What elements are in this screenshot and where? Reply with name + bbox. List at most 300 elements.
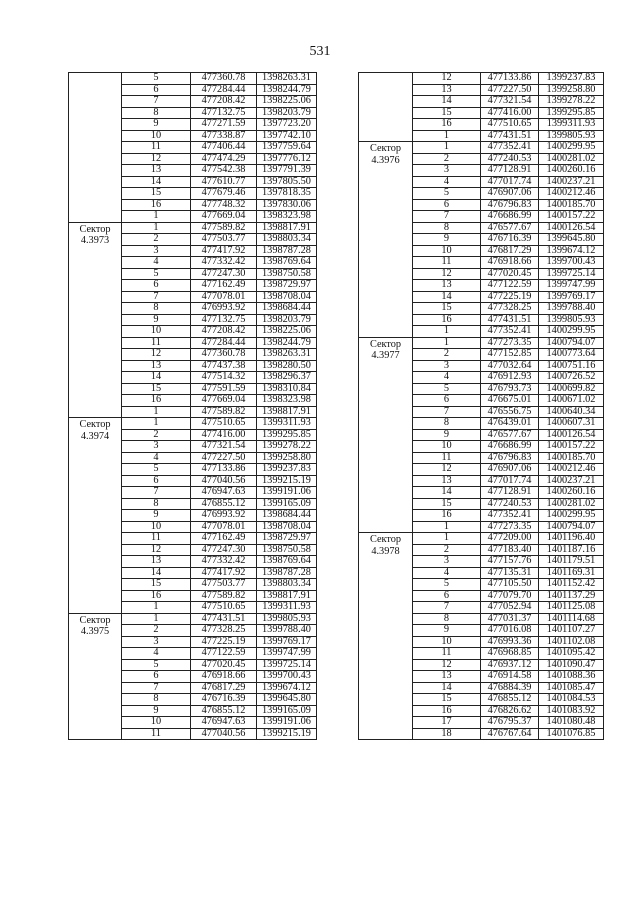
x-coordinate: 477157.76 (481, 556, 539, 568)
x-coordinate: 477431.51 (481, 130, 539, 142)
y-coordinate: 1398684.44 (257, 303, 317, 315)
point-number: 16 (413, 705, 481, 717)
x-coordinate: 477020.45 (481, 268, 539, 280)
x-coordinate: 477162.49 (191, 280, 257, 292)
point-number: 9 (122, 119, 191, 131)
x-coordinate: 477122.59 (191, 648, 257, 660)
y-coordinate: 1398263.31 (257, 349, 317, 361)
point-number: 3 (122, 636, 191, 648)
y-coordinate: 1400671.02 (539, 395, 604, 407)
point-number: 17 (413, 717, 481, 729)
y-coordinate: 1400640.34 (539, 406, 604, 418)
x-coordinate: 477105.50 (481, 579, 539, 591)
point-number: 11 (413, 648, 481, 660)
point-number: 18 (413, 728, 481, 740)
y-coordinate: 1399674.12 (257, 682, 317, 694)
x-coordinate: 476968.85 (481, 648, 539, 660)
y-coordinate: 1399747.99 (539, 280, 604, 292)
y-coordinate: 1401179.51 (539, 556, 604, 568)
point-number: 5 (413, 579, 481, 591)
x-coordinate: 477669.04 (191, 395, 257, 407)
point-number: 16 (122, 590, 191, 602)
y-coordinate: 1397791.39 (257, 165, 317, 177)
y-coordinate: 1400212.46 (539, 188, 604, 200)
y-coordinate: 1400212.46 (539, 464, 604, 476)
y-coordinate: 1401083.92 (539, 705, 604, 717)
point-number: 10 (122, 717, 191, 729)
x-coordinate: 477247.30 (191, 268, 257, 280)
y-coordinate: 1401090.47 (539, 659, 604, 671)
y-coordinate: 1398803.34 (257, 234, 317, 246)
y-coordinate: 1398750.58 (257, 544, 317, 556)
x-coordinate: 477032.64 (481, 360, 539, 372)
x-coordinate: 477132.75 (191, 314, 257, 326)
y-coordinate: 1400185.70 (539, 199, 604, 211)
table-row (69, 613, 317, 625)
y-coordinate: 1400126.54 (539, 429, 604, 441)
x-coordinate: 476918.66 (191, 671, 257, 683)
coordinates-table-left (68, 72, 317, 740)
point-number: 2 (122, 234, 191, 246)
point-number: 13 (122, 360, 191, 372)
point-number: 8 (413, 222, 481, 234)
x-coordinate: 476907.06 (481, 188, 539, 200)
y-coordinate: 1401085.47 (539, 682, 604, 694)
x-coordinate: 477133.86 (191, 464, 257, 476)
point-number: 3 (122, 245, 191, 257)
point-number: 3 (413, 165, 481, 177)
point-number: 12 (122, 153, 191, 165)
point-number: 11 (122, 533, 191, 545)
x-coordinate: 476884.39 (481, 682, 539, 694)
point-number: 16 (413, 119, 481, 131)
point-number: 5 (413, 383, 481, 395)
point-number: 5 (413, 188, 481, 200)
sector-word: Сектор (79, 223, 111, 235)
x-coordinate: 477669.04 (191, 211, 257, 223)
y-coordinate: 1400299.95 (539, 142, 604, 154)
y-coordinate: 1400794.07 (539, 337, 604, 349)
x-coordinate: 476993.92 (191, 510, 257, 522)
point-number: 1 (122, 211, 191, 223)
y-coordinate: 1399165.09 (257, 705, 317, 717)
y-coordinate: 1400237.21 (539, 475, 604, 487)
point-number: 16 (122, 199, 191, 211)
y-coordinate: 1398817.91 (257, 590, 317, 602)
x-coordinate: 476918.66 (481, 257, 539, 269)
x-coordinate: 477284.44 (191, 337, 257, 349)
y-coordinate: 1398225.06 (257, 96, 317, 108)
x-coordinate: 477128.91 (481, 165, 539, 177)
y-coordinate: 1398203.79 (257, 314, 317, 326)
y-coordinate: 1399645.80 (257, 694, 317, 706)
point-number: 14 (122, 176, 191, 188)
y-coordinate: 1401080.48 (539, 717, 604, 729)
y-coordinate: 1399295.85 (539, 107, 604, 119)
point-number: 13 (122, 556, 191, 568)
x-coordinate: 477416.00 (481, 107, 539, 119)
point-number: 3 (413, 360, 481, 372)
x-coordinate: 477589.82 (191, 406, 257, 418)
point-number: 1 (413, 130, 481, 142)
y-coordinate: 1400751.16 (539, 360, 604, 372)
y-coordinate: 1397805.50 (257, 176, 317, 188)
y-coordinate: 1401196.40 (539, 533, 604, 545)
point-number: 10 (122, 130, 191, 142)
x-coordinate: 476439.01 (481, 418, 539, 430)
x-coordinate: 477352.41 (481, 510, 539, 522)
point-number: 15 (413, 303, 481, 315)
x-coordinate: 477240.53 (481, 153, 539, 165)
y-coordinate: 1399805.93 (257, 613, 317, 625)
y-coordinate: 1397723.20 (257, 119, 317, 131)
y-coordinate: 1400281.02 (539, 498, 604, 510)
point-number: 1 (122, 406, 191, 418)
point-number: 4 (413, 372, 481, 384)
point-number: 11 (413, 452, 481, 464)
x-coordinate: 477328.25 (191, 625, 257, 637)
point-number: 5 (122, 268, 191, 280)
x-coordinate: 477273.35 (481, 337, 539, 349)
y-coordinate: 1399215.19 (257, 475, 317, 487)
point-number: 7 (122, 487, 191, 499)
point-number: 10 (413, 245, 481, 257)
y-coordinate: 1401125.08 (539, 602, 604, 614)
y-coordinate: 1401088.36 (539, 671, 604, 683)
x-coordinate: 476912.93 (481, 372, 539, 384)
x-coordinate: 477610.77 (191, 176, 257, 188)
x-coordinate: 477679.46 (191, 188, 257, 200)
point-number: 2 (413, 544, 481, 556)
point-number: 1 (122, 222, 191, 234)
x-coordinate: 477273.35 (481, 521, 539, 533)
point-number: 13 (413, 84, 481, 96)
table-row (359, 533, 604, 545)
point-number: 12 (122, 544, 191, 556)
y-coordinate: 1398817.91 (257, 222, 317, 234)
y-coordinate: 1398296.37 (257, 372, 317, 384)
sector-label (69, 613, 122, 740)
x-coordinate: 477078.01 (191, 291, 257, 303)
point-number: 7 (413, 406, 481, 418)
x-coordinate: 476855.12 (191, 705, 257, 717)
y-coordinate: 1400237.21 (539, 176, 604, 188)
y-coordinate: 1398750.58 (257, 268, 317, 280)
point-number: 8 (122, 107, 191, 119)
sector-label (359, 142, 413, 338)
y-coordinate: 1399311.93 (257, 602, 317, 614)
x-coordinate: 477503.77 (191, 234, 257, 246)
x-coordinate: 477437.38 (191, 360, 257, 372)
x-coordinate: 477271.59 (191, 119, 257, 131)
point-number: 1 (413, 337, 481, 349)
y-coordinate: 1399278.22 (539, 96, 604, 108)
x-coordinate: 477417.92 (191, 245, 257, 257)
point-number: 4 (122, 648, 191, 660)
point-number: 4 (413, 176, 481, 188)
x-coordinate: 477338.87 (191, 130, 257, 142)
x-coordinate: 477208.42 (191, 96, 257, 108)
point-number: 1 (413, 142, 481, 154)
x-coordinate: 476796.83 (481, 199, 539, 211)
point-number: 1 (122, 418, 191, 430)
sector-number: 4.3977 (371, 350, 400, 361)
x-coordinate: 476577.67 (481, 429, 539, 441)
point-number: 2 (413, 153, 481, 165)
x-coordinate: 477208.42 (191, 326, 257, 338)
sector-label (69, 73, 122, 223)
sector-word: Сектор (79, 419, 111, 430)
point-number: 15 (122, 579, 191, 591)
x-coordinate: 477152.85 (481, 349, 539, 361)
point-number: 3 (413, 556, 481, 568)
y-coordinate: 1400794.07 (539, 521, 604, 533)
sector-word: Сектор (369, 143, 402, 154)
y-coordinate: 1400260.16 (539, 165, 604, 177)
point-number: 8 (413, 418, 481, 430)
x-coordinate: 476855.12 (481, 694, 539, 706)
x-coordinate: 476793.73 (481, 383, 539, 395)
sector-number: 4.3974 (80, 430, 110, 442)
point-number: 13 (413, 475, 481, 487)
y-coordinate: 1401114.68 (539, 613, 604, 625)
point-number: 16 (413, 510, 481, 522)
y-coordinate: 1399645.80 (539, 234, 604, 246)
point-number: 14 (122, 372, 191, 384)
y-coordinate: 1401076.85 (539, 728, 604, 740)
x-coordinate: 476993.36 (481, 636, 539, 648)
y-coordinate: 1399191.06 (257, 717, 317, 729)
x-coordinate: 477514.32 (191, 372, 257, 384)
page-number: 531 (309, 44, 331, 59)
y-coordinate: 1400157.22 (539, 441, 604, 453)
x-coordinate: 477328.25 (481, 303, 539, 315)
point-number: 14 (413, 487, 481, 499)
point-number: 6 (413, 199, 481, 211)
x-coordinate: 477748.32 (191, 199, 257, 211)
sector-label (359, 533, 413, 740)
x-coordinate: 477017.74 (481, 475, 539, 487)
x-coordinate: 476767.64 (481, 728, 539, 740)
point-number: 15 (122, 383, 191, 395)
y-coordinate: 1399191.06 (257, 487, 317, 499)
x-coordinate: 477227.50 (191, 452, 257, 464)
y-coordinate: 1398708.04 (257, 291, 317, 303)
point-number: 1 (413, 521, 481, 533)
x-coordinate: 477431.51 (481, 314, 539, 326)
y-coordinate: 1398323.98 (257, 211, 317, 223)
x-coordinate: 477122.59 (481, 280, 539, 292)
x-coordinate: 477247.30 (191, 544, 257, 556)
x-coordinate: 476993.92 (191, 303, 257, 315)
point-number: 4 (122, 257, 191, 269)
x-coordinate: 477591.59 (191, 383, 257, 395)
point-number: 2 (122, 625, 191, 637)
point-number: 2 (413, 349, 481, 361)
y-coordinate: 1398803.34 (257, 579, 317, 591)
x-coordinate: 476817.29 (481, 245, 539, 257)
point-number: 11 (122, 337, 191, 349)
x-coordinate: 477503.77 (191, 579, 257, 591)
y-coordinate: 1398203.79 (257, 107, 317, 119)
x-coordinate: 477589.82 (191, 222, 257, 234)
y-coordinate: 1401152.42 (539, 579, 604, 591)
x-coordinate: 476716.39 (481, 234, 539, 246)
x-coordinate: 477589.82 (191, 590, 257, 602)
y-coordinate: 1398310.84 (257, 383, 317, 395)
x-coordinate: 477079.70 (481, 590, 539, 602)
y-coordinate: 1398787.28 (257, 245, 317, 257)
y-coordinate: 1400126.54 (539, 222, 604, 234)
x-coordinate: 476796.83 (481, 452, 539, 464)
sector-word: Сектор (369, 338, 402, 350)
point-number: 5 (122, 659, 191, 671)
point-number: 10 (122, 521, 191, 533)
x-coordinate: 477474.29 (191, 153, 257, 165)
point-number: 5 (122, 464, 191, 476)
point-number: 9 (122, 314, 191, 326)
x-coordinate: 477225.19 (191, 636, 257, 648)
point-number: 9 (122, 510, 191, 522)
point-number: 5 (122, 73, 191, 85)
y-coordinate: 1401137.29 (539, 590, 604, 602)
point-number: 8 (122, 303, 191, 315)
x-coordinate: 477542.38 (191, 165, 257, 177)
y-coordinate: 1400607.31 (539, 418, 604, 430)
x-coordinate: 477133.86 (481, 73, 539, 85)
x-coordinate: 477078.01 (191, 521, 257, 533)
x-coordinate: 476556.75 (481, 406, 539, 418)
y-coordinate: 1401187.16 (539, 544, 604, 556)
y-coordinate: 1399215.19 (257, 728, 317, 740)
point-number: 10 (413, 636, 481, 648)
point-number: 9 (413, 625, 481, 637)
x-coordinate: 476914.58 (481, 671, 539, 683)
point-number: 7 (122, 682, 191, 694)
point-number: 14 (413, 682, 481, 694)
x-coordinate: 477128.91 (481, 487, 539, 499)
x-coordinate: 477510.65 (481, 119, 539, 131)
x-coordinate: 476817.29 (191, 682, 257, 694)
point-number: 3 (122, 441, 191, 453)
y-coordinate: 1398708.04 (257, 521, 317, 533)
point-number: 15 (122, 188, 191, 200)
point-number: 16 (122, 395, 191, 407)
y-coordinate: 1398787.28 (257, 567, 317, 579)
y-coordinate: 1398769.64 (257, 257, 317, 269)
x-coordinate: 477510.65 (191, 602, 257, 614)
sector-label (359, 73, 413, 142)
y-coordinate: 1399769.17 (257, 636, 317, 648)
point-number: 7 (122, 96, 191, 108)
x-coordinate: 477227.50 (481, 84, 539, 96)
y-coordinate: 1399700.43 (539, 257, 604, 269)
y-coordinate: 1399700.43 (257, 671, 317, 683)
point-number: 12 (413, 659, 481, 671)
x-coordinate: 477406.44 (191, 142, 257, 154)
y-coordinate: 1400299.95 (539, 326, 604, 338)
y-coordinate: 1401084.53 (539, 694, 604, 706)
y-coordinate: 1399311.93 (257, 418, 317, 430)
table-row (69, 418, 317, 430)
point-number: 14 (413, 96, 481, 108)
y-coordinate: 1399674.12 (539, 245, 604, 257)
y-coordinate: 1399278.22 (257, 441, 317, 453)
point-number: 15 (413, 498, 481, 510)
point-number: 1 (122, 602, 191, 614)
x-coordinate: 477016.08 (481, 625, 539, 637)
x-coordinate: 477225.19 (481, 291, 539, 303)
point-number: 10 (122, 326, 191, 338)
x-coordinate: 476675.01 (481, 395, 539, 407)
point-number: 7 (413, 211, 481, 223)
x-coordinate: 477052.94 (481, 602, 539, 614)
point-number: 11 (413, 257, 481, 269)
table-row (359, 142, 604, 154)
point-number: 15 (413, 694, 481, 706)
point-number: 15 (413, 107, 481, 119)
y-coordinate: 1399788.40 (257, 625, 317, 637)
y-coordinate: 1398769.64 (257, 556, 317, 568)
y-coordinate: 1400281.02 (539, 153, 604, 165)
point-number: 12 (413, 464, 481, 476)
y-coordinate: 1399295.85 (257, 429, 317, 441)
y-coordinate: 1399311.93 (539, 119, 604, 131)
point-number: 14 (413, 291, 481, 303)
x-coordinate: 476686.99 (481, 211, 539, 223)
x-coordinate: 477431.51 (191, 613, 257, 625)
point-number: 9 (122, 705, 191, 717)
y-coordinate: 1400773.64 (539, 349, 604, 361)
x-coordinate: 477031.37 (481, 613, 539, 625)
y-coordinate: 1401095.42 (539, 648, 604, 660)
table-row (359, 337, 604, 349)
y-coordinate: 1399165.09 (257, 498, 317, 510)
sector-word: Сектор (369, 534, 402, 545)
table-row (69, 222, 317, 234)
y-coordinate: 1399788.40 (539, 303, 604, 315)
point-number: 12 (413, 73, 481, 85)
point-number: 6 (122, 671, 191, 683)
y-coordinate: 1398263.31 (257, 73, 317, 85)
y-coordinate: 1399805.93 (539, 314, 604, 326)
point-number: 1 (122, 613, 191, 625)
x-coordinate: 476937.12 (481, 659, 539, 671)
y-coordinate: 1397830.06 (257, 199, 317, 211)
x-coordinate: 476907.06 (481, 464, 539, 476)
y-coordinate: 1398280.50 (257, 360, 317, 372)
point-number: 8 (122, 694, 191, 706)
point-number: 4 (122, 452, 191, 464)
y-coordinate: 1398244.79 (257, 337, 317, 349)
sector-number: 4.3973 (80, 235, 110, 246)
x-coordinate: 476577.67 (481, 222, 539, 234)
x-coordinate: 477352.41 (481, 142, 539, 154)
table-row (359, 73, 604, 85)
x-coordinate: 477332.42 (191, 257, 257, 269)
x-coordinate: 477040.56 (191, 728, 257, 740)
x-coordinate: 477416.00 (191, 429, 257, 441)
point-number: 2 (122, 429, 191, 441)
x-coordinate: 477020.45 (191, 659, 257, 671)
y-coordinate: 1400726.52 (539, 372, 604, 384)
x-coordinate: 476826.62 (481, 705, 539, 717)
x-coordinate: 476795.37 (481, 717, 539, 729)
x-coordinate: 477360.78 (191, 349, 257, 361)
point-number: 13 (413, 671, 481, 683)
x-coordinate: 476947.63 (191, 717, 257, 729)
point-number: 6 (122, 280, 191, 292)
